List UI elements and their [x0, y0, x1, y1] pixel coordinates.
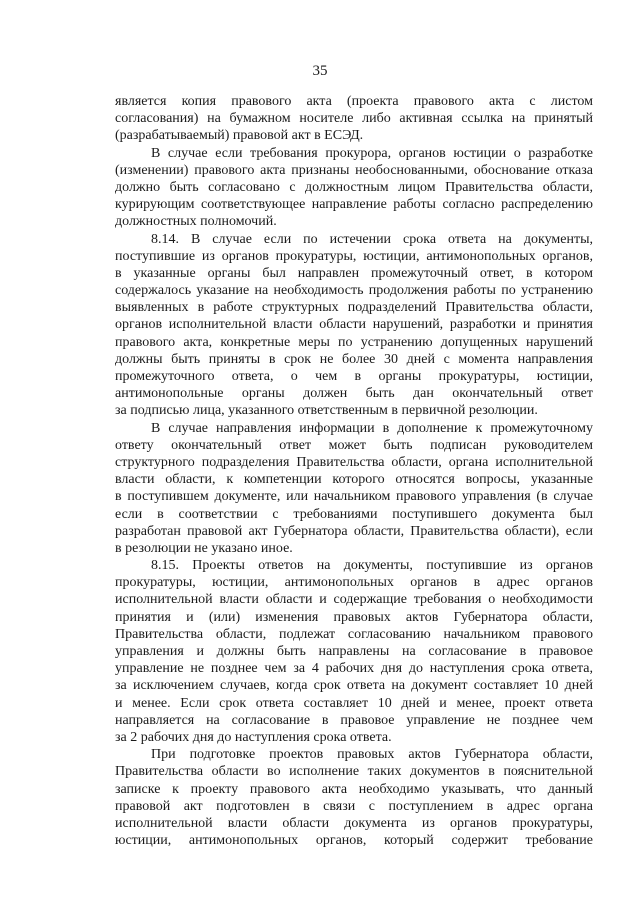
text-line: В случае направления информации в дополнение к промежуточному — [151, 420, 593, 436]
paragraph — [115, 231, 593, 420]
text-line: за исключением случаев, когда срок ответа на документ составляет 10 дней — [115, 678, 593, 694]
paragraph — [115, 557, 593, 746]
text-line: органов исполнительной власти области нарушений, разработки и принятия — [115, 317, 593, 333]
text-line: и менее. Если срок ответа составляет 10 дней и менее, проект ответа — [115, 695, 593, 711]
text-line: 8.15. Проекты ответов на документы, поступившие из органов — [151, 558, 593, 574]
text-line: Правительства области, подлежат согласованию начальником правового — [115, 626, 593, 642]
text-line: власти области, к компетенции которого относятся вопросы, указанные — [115, 472, 593, 488]
text-line: направляется на согласование в правовое управление не позднее чем — [115, 712, 593, 728]
text-line: в поступившем документе, или начальником правового управления (в случае — [115, 489, 593, 505]
paragraph — [115, 420, 593, 558]
text-line: (изменении) правового акта признаны необоснованными, обоснование отказа — [115, 162, 593, 178]
text-line: правовой акт подготовлен в связи с поступлением в адрес органа — [115, 798, 593, 814]
text-line: принятия и (или) изменения правовых актов Губернатора области, — [115, 609, 593, 625]
text-line: за подписью лица, указанного ответственным в первичной резолюции. — [115, 403, 538, 419]
document-body — [115, 93, 593, 849]
text-line: должны быть приняты в срок не более 30 дней с момента направления — [115, 351, 593, 367]
text-line: содержалось указание на необходимость продолжения работы по устранению — [115, 283, 593, 299]
text-line: записке к проекту правового акта необходимо указывать, что данный — [115, 781, 593, 797]
paragraph — [115, 93, 593, 145]
text-line: курирующим соответствующее направление работы согласно распределению — [115, 197, 593, 213]
text-line: выявленных в работе структурных подразделений Правительства области, — [115, 300, 593, 316]
text-line: (разрабатываемый) правовой акт в ЕСЭД. — [115, 128, 364, 144]
text-line: является копия правового акта (проекта правового акта с листом — [115, 94, 593, 109]
text-line: В случае если требования прокурора, органов юстиции о разработке — [151, 145, 593, 161]
text-line: промежуточного ответа, о чем в органы прокуратуры, юстиции, — [115, 369, 593, 384]
text-line: поступившие из органов прокуратуры, юстиции, антимонопольных органов, — [115, 248, 593, 264]
text-line: управление не позднее чем за 4 рабочих дня до наступления срока ответа, — [115, 661, 593, 677]
text-line: 8.14. В случае если по истечении срока ответа на документы, — [151, 231, 593, 247]
text-line: за 2 рабочих дня до наступления срока ответа. — [115, 729, 392, 745]
text-line: юстиции, антимонопольных органов, который содержит требование — [115, 833, 593, 849]
text-line: Правительства области во исполнение таких документов в пояснительной — [115, 764, 593, 780]
text-line: разработан правовой акт Губернатора области, Правительства области), если — [115, 523, 593, 539]
paragraph — [115, 746, 593, 849]
text-line: правового акта, конкретные меры по устранению допущенных нарушений — [115, 334, 593, 350]
text-line: ответу окончательный ответ может быть подписан руководителем — [115, 437, 593, 453]
text-line: прокуратуры, юстиции, антимонопольных органов в адрес органов — [115, 575, 593, 591]
text-line: согласования) на бумажном носителе либо активная ссылка на принятый — [115, 111, 593, 127]
text-line: должно быть согласовано с должностным лицом Правительства области, — [115, 179, 593, 195]
text-line: структурного подразделения Правительства области, органа исполнительной — [115, 454, 593, 470]
text-line: управления и должны быть направлены на согласование в правовое — [115, 644, 593, 659]
page-number: 35 — [312, 63, 328, 79]
text-line: в указанные органы был направлен промежуточный ответ, в котором — [115, 265, 593, 281]
text-line: исполнительной власти области и содержащие требования о необходимости — [115, 592, 593, 608]
text-line: должностных полномочий. — [115, 214, 277, 230]
text-line: При подготовке проектов правовых актов Губернатора области, — [151, 747, 593, 763]
text-line: в резолюции не указано иное. — [115, 540, 293, 556]
paragraph — [115, 145, 593, 231]
text-line: исполнительной власти области документа из органов прокуратуры, — [115, 815, 593, 831]
text-line: антимонопольные органы должен быть дан окончательный ответ — [115, 386, 593, 402]
text-line: если в соответствии с требованиями поступившего документа был — [115, 506, 593, 522]
